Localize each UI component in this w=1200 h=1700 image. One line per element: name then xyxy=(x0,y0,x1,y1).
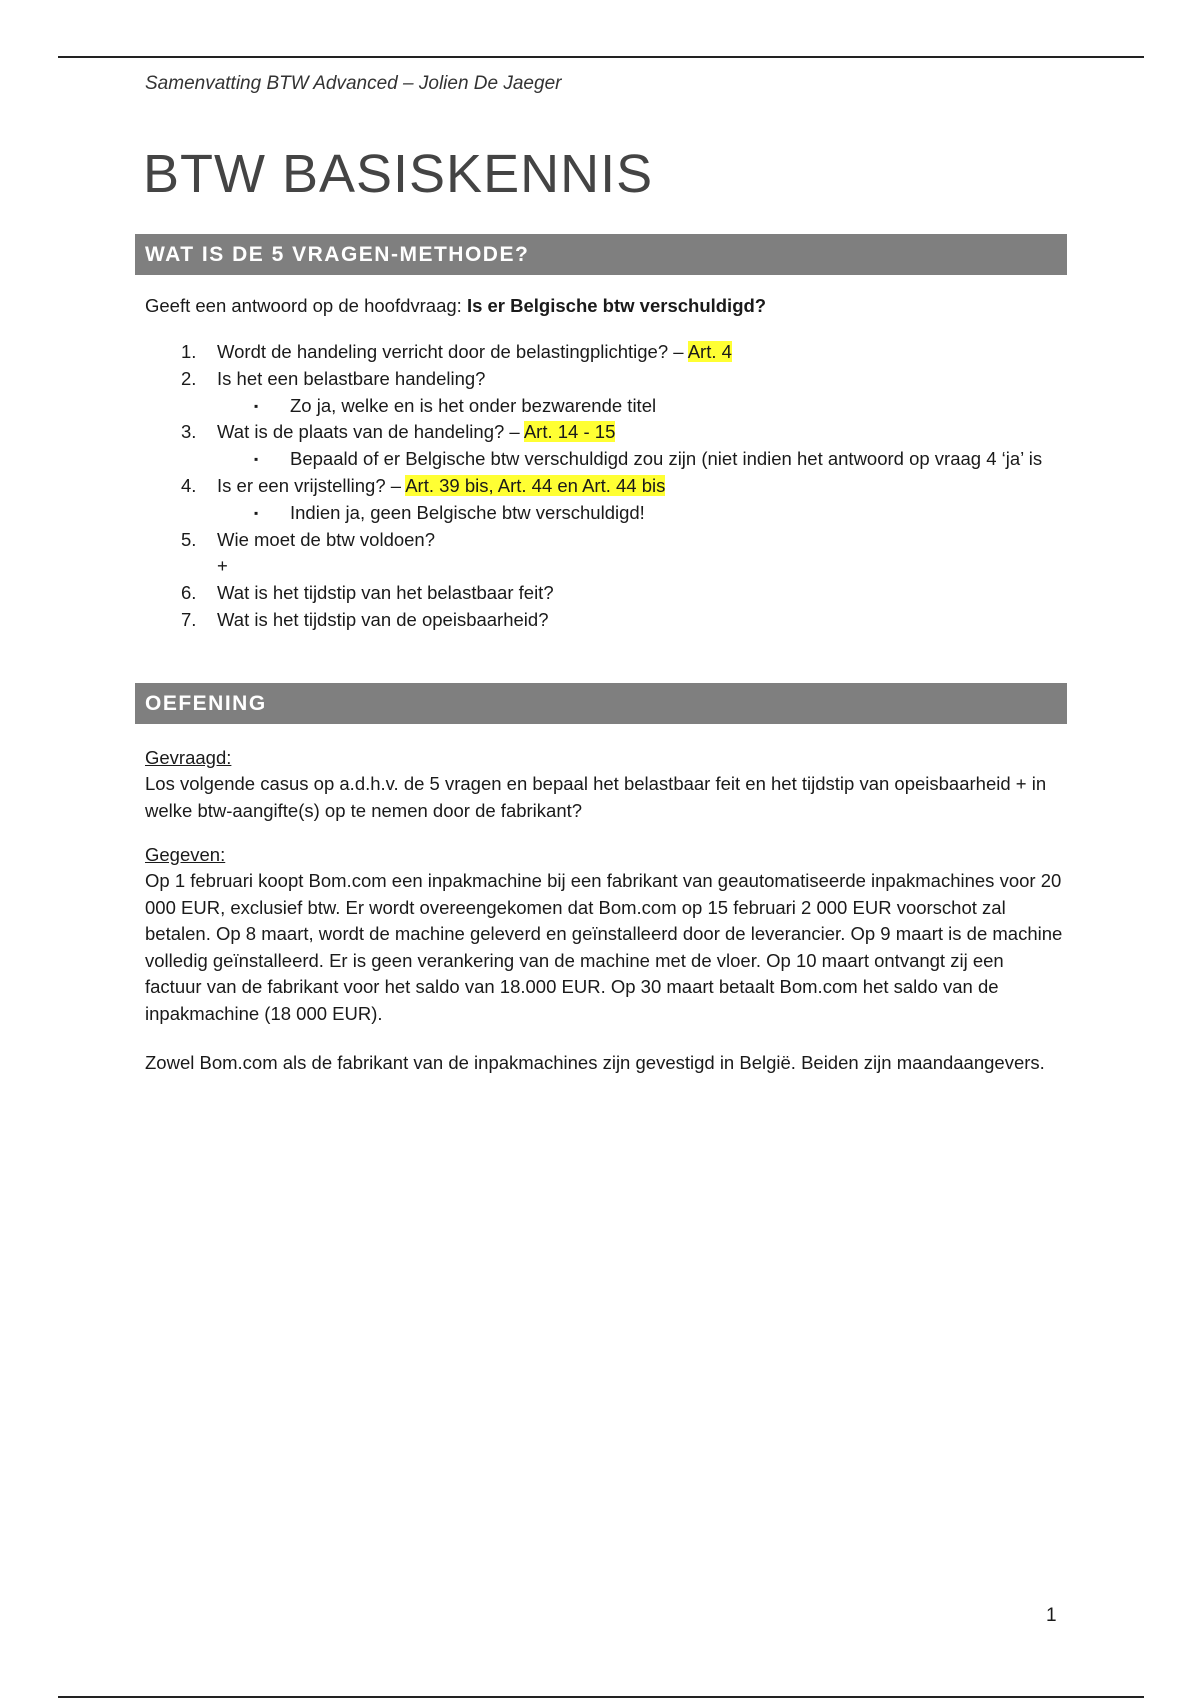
question-list xyxy=(145,339,1065,634)
intro-main-question: Is er Belgische btw verschuldigd? xyxy=(466,295,767,316)
list-item-q3 xyxy=(145,419,1065,446)
q5-text: Wie moet de btw voldoen? xyxy=(217,528,436,550)
q4-text: Is er een vrijstelling? – xyxy=(217,474,406,496)
square-bullet-icon: ▪ xyxy=(254,398,259,413)
q2-sub-text: Zo ja, welke en is het onder bezwarende titel xyxy=(290,394,657,416)
q4-sub-text: Indien ja, geen Belgische btw verschuldigd! xyxy=(290,501,645,523)
q3-text: Wat is de plaats van de handeling? – xyxy=(217,421,524,443)
gevraagd-label: Gevraagd: xyxy=(145,747,232,768)
list-item-q3-sub xyxy=(145,446,1065,473)
plus-sign: + xyxy=(217,555,228,577)
q1-article-highlight: Art. 4 xyxy=(687,341,732,362)
list-item-q4-sub xyxy=(145,500,1065,527)
q7-number: 7. xyxy=(181,608,197,630)
section-heading-5-vragen: WAT IS DE 5 VRAGEN-METHODE? xyxy=(135,234,1067,275)
q1-text: Wordt de handeling verricht door de belastingplichtige? – xyxy=(217,341,688,362)
list-item-q1 xyxy=(145,339,1065,366)
intro-paragraph xyxy=(145,293,766,320)
page-number: 1 xyxy=(1046,1605,1057,1626)
list-item-q5 xyxy=(145,527,1065,554)
list-item-q2-sub xyxy=(145,393,1065,420)
document-title: BTW BASISKENNIS xyxy=(143,144,654,204)
q4-number: 4. xyxy=(181,474,197,496)
q7-text: Wat is het tijdstip van de opeisbaarheid? xyxy=(217,608,549,630)
location-paragraph: Zowel Bom.com als de fabrikant van de inpakmachines zijn gevestigd in België. Beiden zijn maandaangevers. xyxy=(145,1052,1045,1073)
q6-number: 6. xyxy=(181,582,197,604)
gevraagd-paragraph: Los volgende casus op a.d.h.v. de 5 vragen en bepaal het belastbaar feit en het tijdstip van opeisbaarheid + in welke btw-aangifte(s) op te nemen door de fabrikant? xyxy=(145,773,1047,821)
square-bullet-icon: ▪ xyxy=(254,452,259,467)
q3-article-highlight: Art. 14 - 15 xyxy=(523,421,616,443)
q4-article-highlight: Art. 39 bis, Art. 44 en Art. 44 bis xyxy=(405,474,666,496)
gegeven-label: Gegeven: xyxy=(145,844,226,865)
intro-prefix: Geeft een antwoord op de hoofdvraag: xyxy=(145,295,467,316)
q2-number: 2. xyxy=(181,367,197,389)
q3-sub-text: Bepaald of er Belgische btw verschuldigd zou zijn (niet indien het antwoord op vraag 4 ‘ja’ is xyxy=(290,448,1043,470)
list-item-q4 xyxy=(145,473,1065,500)
q5-number: 5. xyxy=(181,528,197,550)
running-header: Samenvatting BTW Advanced – Jolien De Jaeger xyxy=(145,73,562,94)
section-heading-oefening: OEFENING xyxy=(135,683,1067,724)
q3-number: 3. xyxy=(181,421,197,443)
square-bullet-icon: ▪ xyxy=(254,505,259,520)
top-rule xyxy=(58,56,1144,58)
q6-text: Wat is het tijdstip van het belastbaar feit? xyxy=(217,582,554,604)
list-item-q7 xyxy=(145,607,1065,634)
list-item-q6 xyxy=(145,580,1065,607)
bottom-rule xyxy=(58,1696,1144,1698)
q2-text: Is het een belastbare handeling? xyxy=(217,367,486,389)
q1-number: 1. xyxy=(181,341,197,362)
list-item-q2 xyxy=(145,366,1065,393)
gegeven-paragraph: Op 1 februari koopt Bom.com een inpakmachine bij een fabrikant van geautomatiseerde inpakmachines voor 20 000 EUR, exclusief btw. Er wordt overeengekomen dat Bom.com op 15 februari 2 000 EUR voorschot zal betalen. Op 8 maart, wordt de machine geleverd en geïnstalleerd door de leverancier. Op 9 maart is de machine volledig geïnstalleerd. Er is geen verankering van de machine met de vloer. Op 10 maart ontvangt zij een factuur van de fabrikant voor het saldo van 18.000 EUR. Op 30 maart betaalt Bom.com het saldo van de inpakmachine (18 000 EUR). xyxy=(145,870,1063,1024)
